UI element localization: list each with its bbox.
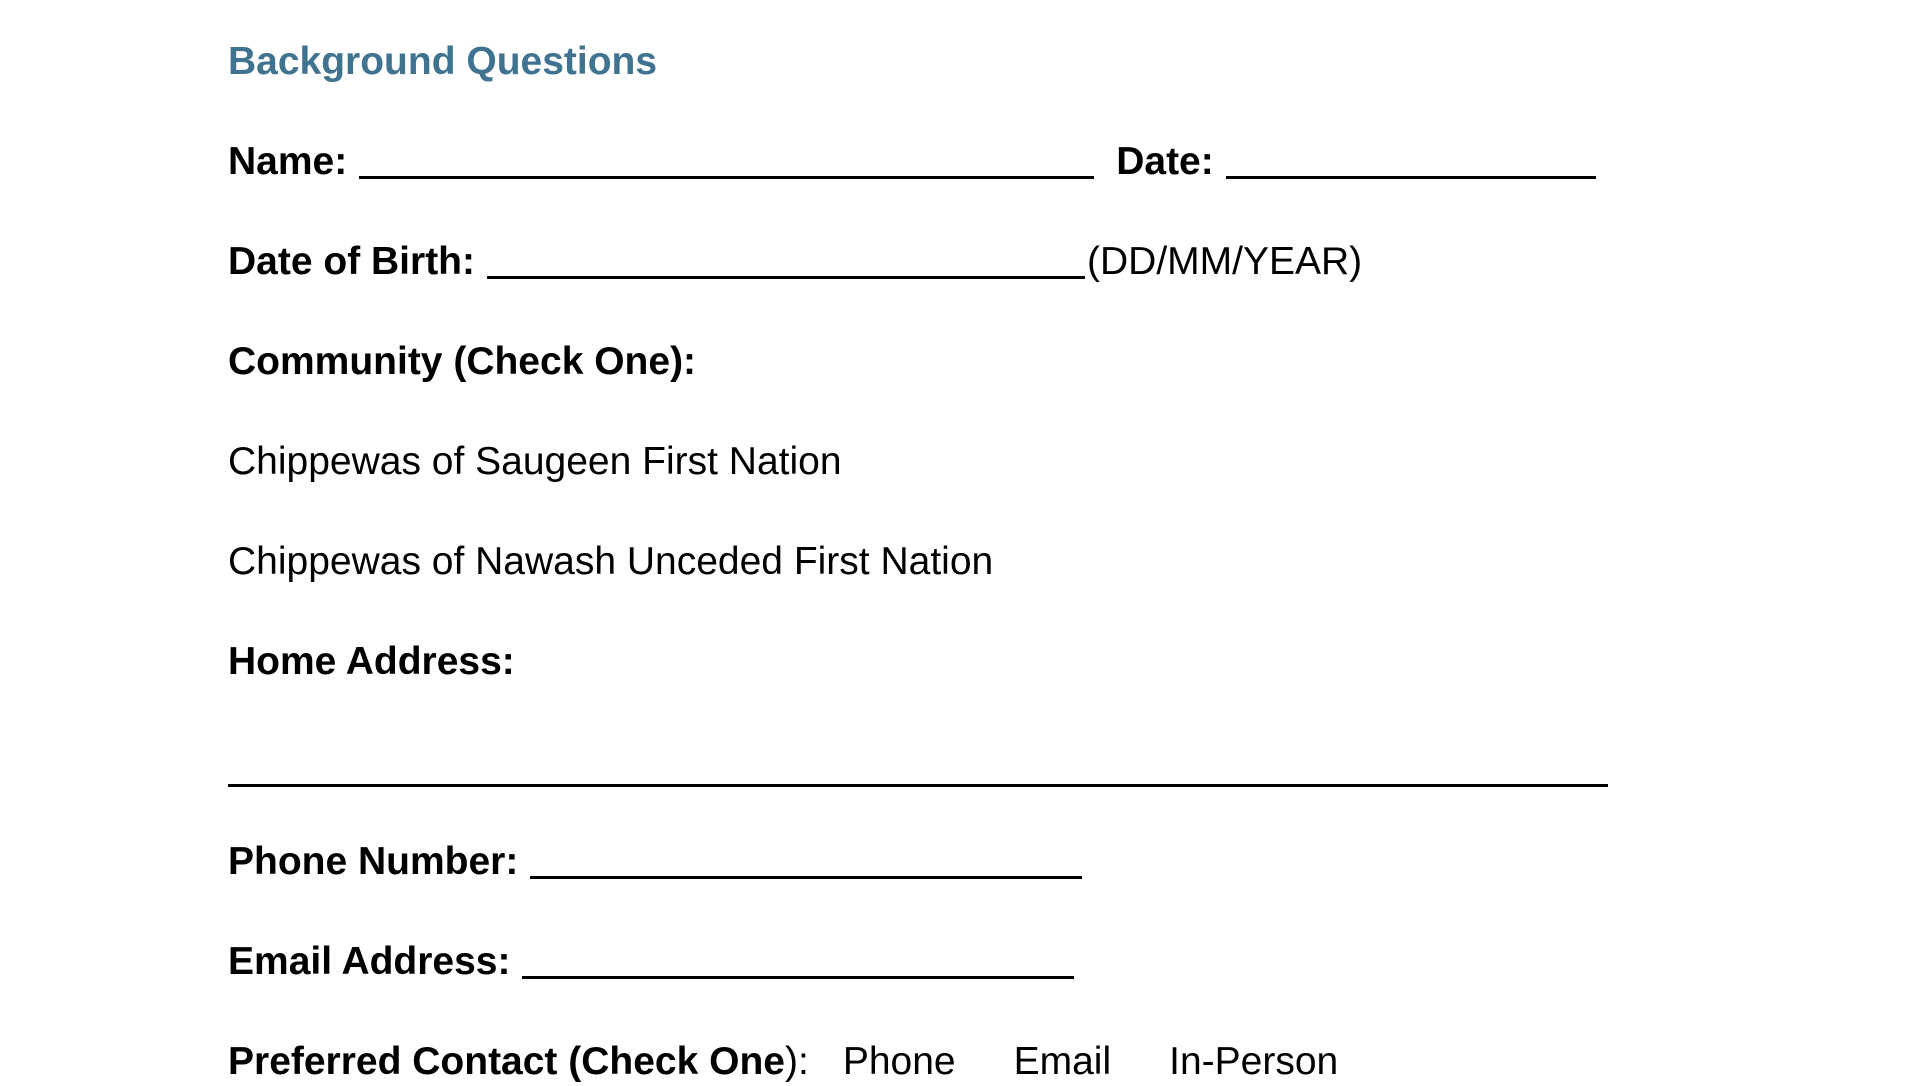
contact-option-phone[interactable]: Phone xyxy=(842,1040,956,1083)
dob-format-hint: (DD/MM/YEAR) xyxy=(1087,240,1363,283)
preferred-contact-label-tail: ): xyxy=(785,1040,809,1083)
contact-option-email[interactable]: Email xyxy=(1013,1040,1112,1083)
community-option-saugeen[interactable] xyxy=(228,438,842,486)
contact-option-in-person[interactable]: In-Person xyxy=(1169,1040,1339,1083)
community-option-label: Chippewas of Saugeen First Nation xyxy=(228,440,842,483)
email-label: Email Address: xyxy=(228,940,511,983)
form-page xyxy=(228,0,1628,1083)
dob-field[interactable] xyxy=(487,240,1085,279)
name-field[interactable] xyxy=(359,140,1094,179)
phone-label: Phone Number: xyxy=(228,840,519,883)
name-label: Name: xyxy=(228,140,348,183)
form-heading: Background Questions xyxy=(228,40,658,83)
dob-row xyxy=(228,238,1362,286)
email-row xyxy=(228,938,1074,986)
dob-label: Date of Birth: xyxy=(228,240,475,283)
community-option-nawash[interactable] xyxy=(228,538,993,586)
date-field[interactable] xyxy=(1226,140,1596,179)
phone-field[interactable] xyxy=(530,840,1082,879)
community-row xyxy=(228,338,696,386)
home-address-row xyxy=(228,638,515,686)
email-field[interactable] xyxy=(522,940,1074,979)
home-address-field[interactable] xyxy=(228,782,1608,787)
preferred-contact-label: Preferred Contact (Check One xyxy=(228,1040,785,1083)
home-address-label: Home Address: xyxy=(228,640,515,683)
community-option-label: Chippewas of Nawash Unceded First Nation xyxy=(228,540,994,583)
phone-row xyxy=(228,838,1082,886)
preferred-contact-row xyxy=(228,1038,1338,1086)
date-label: Date: xyxy=(1116,140,1214,183)
community-label: Community (Check One): xyxy=(228,340,697,383)
name-date-row xyxy=(228,138,1596,186)
